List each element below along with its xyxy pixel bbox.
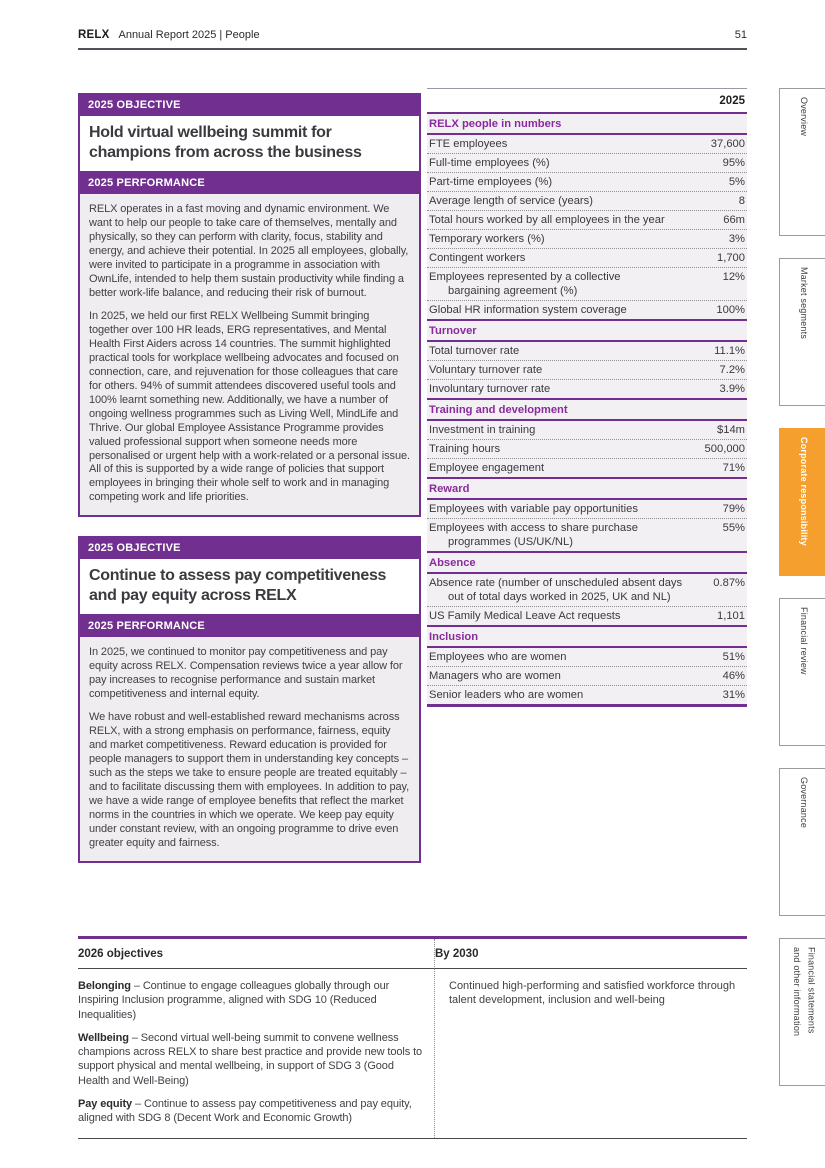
objective-text: – Continue to engage colleagues globally through our Inspiring Inclusion programme, aligned with SDG 10 (Reduced Inequalities) [78, 980, 390, 1021]
row-value: 5% [728, 176, 745, 189]
tab-overview[interactable] [779, 88, 825, 236]
table-row [427, 300, 747, 319]
table-section-rows [427, 574, 747, 625]
table-section-header: Reward [427, 477, 747, 500]
row-label: Full-time employees (%) [429, 157, 550, 170]
row-value: 79% [722, 503, 745, 516]
tab-label: Financial review [799, 607, 810, 675]
row-value: 3% [728, 233, 745, 246]
objective-card-pay-equity [78, 536, 421, 863]
table-row [427, 421, 747, 439]
table-year-header: 2025 [427, 89, 747, 112]
performance-label-bar: 2025 PERFORMANCE [78, 614, 421, 637]
tab-financial-statements[interactable] [779, 938, 825, 1086]
table-row [427, 379, 747, 398]
table-row [427, 606, 747, 625]
row-label: Employee engagement [429, 462, 545, 475]
row-label: Employees who are women [429, 651, 567, 664]
tab-label: Market segments [799, 267, 810, 340]
row-value: 1,101 [717, 610, 745, 623]
table-section-header: Training and development [427, 398, 747, 421]
tab-governance[interactable] [779, 768, 825, 916]
objective-item [78, 979, 424, 1022]
table-row [427, 666, 747, 685]
performance-paragraph: We have robust and well-established reward mechanisms across RELX, with a strong emphasis on performance, fairness, equity and market competitiveness. Reward education is provided for people managers to support them in understanding key concepts – such as the steps we take to ensure people are treated equitably – and to facilitate discussing them with employees. In addition to pay, we have a wide range of employee benefits that reflect the market norms in the countries in which we operate. We keep pay equity under constant review, with an ongoing programme to drive even greater equity and fairness. [89, 711, 410, 849]
table-row [427, 135, 747, 153]
table-row [427, 458, 747, 477]
table-section-header: RELX people in numbers [427, 112, 747, 135]
brand-logo-text: RELX [78, 29, 110, 41]
table-section-header: Turnover [427, 319, 747, 342]
table-section-rows [427, 421, 747, 477]
objective-text: – Continue to assess pay competitiveness and pay equity, aligned with SDG 8 (Decent Work and Economic Growth) [78, 1098, 412, 1125]
table-row [427, 518, 747, 551]
objective-lead: Pay equity [78, 1098, 133, 1111]
row-value: 37,600 [710, 138, 745, 151]
table-row [427, 153, 747, 172]
table-row [427, 229, 747, 248]
performance-body [78, 637, 421, 863]
row-label: Employees represented by a collective bargaining agreement (%) [429, 271, 621, 298]
tab-label: Financial statements and other information [792, 947, 817, 1037]
row-label: Senior leaders who are women [429, 689, 584, 702]
row-label: Temporary workers (%) [429, 233, 545, 246]
page-number: 51 [734, 29, 747, 41]
table-section-rows [427, 342, 747, 398]
row-label: Involuntary turnover rate [429, 383, 551, 396]
table-row [427, 574, 747, 606]
row-value: 3.9% [719, 383, 745, 396]
row-value: 66m [723, 214, 745, 227]
table-row [427, 248, 747, 267]
row-value: 46% [722, 670, 745, 683]
by-2030-header: By 2030 [434, 939, 747, 969]
row-value: 12% [722, 271, 745, 284]
row-value: 500,000 [704, 443, 745, 456]
table-row [427, 439, 747, 458]
row-label: Contingent workers [429, 252, 526, 265]
row-label: Training hours [429, 443, 501, 456]
table-section-header: Absence [427, 551, 747, 574]
row-value: 8 [738, 195, 745, 208]
row-label: Average length of service (years) [429, 195, 593, 208]
table-section-rows [427, 135, 747, 319]
row-label: Total turnover rate [429, 345, 520, 358]
page-header [78, 29, 747, 50]
row-label: FTE employees [429, 138, 508, 151]
table-row [427, 360, 747, 379]
row-value: 31% [722, 689, 745, 702]
objective-card-wellbeing [78, 93, 421, 517]
row-value: 95% [722, 157, 745, 170]
table-row [427, 342, 747, 360]
row-label: US Family Medical Leave Act requests [429, 610, 621, 623]
table-row [427, 267, 747, 300]
objective-headline: Hold virtual wellbeing summit for champions from across the business [78, 116, 421, 171]
objectives-2026-body [78, 969, 434, 1138]
people-in-numbers-table [427, 88, 747, 707]
tab-financial-review[interactable] [779, 598, 825, 746]
tab-label: Governance [799, 777, 810, 829]
row-value: 11.1% [714, 345, 745, 358]
row-label: Employees with variable pay opportunities [429, 503, 638, 516]
table-row [427, 172, 747, 191]
row-label: Employees with access to share purchase programmes (US/UK/NL) [429, 522, 638, 549]
objective-label-bar: 2025 OBJECTIVE [78, 93, 421, 116]
row-value: 0.87% [713, 577, 745, 590]
objective-item [78, 1097, 424, 1126]
row-label: Managers who are women [429, 670, 561, 683]
row-label: Part-time employees (%) [429, 176, 553, 189]
section-tabs [779, 88, 825, 1108]
table-row [427, 191, 747, 210]
row-value: 7.2% [719, 364, 745, 377]
future-objectives-section [78, 936, 747, 1139]
row-label: Investment in training [429, 424, 536, 437]
table-section-header: Inclusion [427, 625, 747, 648]
objectives-column [78, 93, 421, 882]
tab-label: Overview [799, 97, 810, 137]
table-row [427, 500, 747, 518]
row-label: Total hours worked by all employees in the year [429, 214, 665, 227]
row-value: 55% [722, 522, 745, 535]
by-2030-body: Continued high-performing and satisfied workforce through talent development, inclusion and well-being [434, 969, 747, 1138]
tab-market-segments[interactable] [779, 258, 825, 406]
objective-text: – Second virtual well-being summit to convene wellness champions across RELX to share best practice and provide new tools to support physical and mental wellbeing, in support of SDG 3 (Good Health and Well-Being) [78, 1031, 423, 1087]
tab-label: Corporate responsibility [799, 437, 810, 546]
row-label: Voluntary turnover rate [429, 364, 543, 377]
performance-body [78, 194, 421, 517]
row-value: 71% [722, 462, 745, 475]
table-section-rows [427, 648, 747, 704]
table-row [427, 648, 747, 666]
performance-paragraph: RELX operates in a fast moving and dynamic environment. We want to help our people to take care of themselves, mentally and physically, so they can perform with clarity, focus, stability and energy, and achieve their potential. In 2025 all employees, globally, were invited to participate in a programme in association with OwnLife, intended to help them sustain productivity while finding a better work-life balance, and reducing their risk of burnout. [89, 203, 409, 299]
performance-paragraph: In 2025, we continued to monitor pay competitiveness and pay equity across RELX. Compensation reviews twice a year allow for pay increases to recognise performance and sustain market competitiveness and internal equity. [89, 646, 403, 701]
row-label: Absence rate (number of unscheduled absent days out of total days worked in 2025, UK and NL) [429, 577, 683, 604]
row-value: 1,700 [717, 252, 745, 265]
objective-item [78, 1031, 424, 1088]
row-value: $14m [717, 424, 745, 437]
performance-paragraph: In 2025, we held our first RELX Wellbeing Summit bringing together over 100 HR leads, ERG representatives, and Mental Health First Aiders across 14 countries. The summit highlighted practical tools for workplace wellbeing advocates and focused on connection, care, and rejuvenation for those colleagues that care for others. 94% of summit attendees discovered useful tools and 100% learnt something new. Additionally, we have a number of ongoing wellness programmes such as Living Well, MindLife and Thrive. Our global Employee Assistance Programme provides valued professional support when someone needs more personalised or urgent help with a work-related or a personal issue. All of this is supported by a wide range of policies that support employees in bringing their whole self to work and in managing competing work and life priorities. [89, 309, 410, 504]
report-subtitle: Annual Report 2025 | People [118, 29, 260, 41]
row-value: 100% [716, 304, 745, 317]
row-label: Global HR information system coverage [429, 304, 627, 317]
objective-label-bar: 2025 OBJECTIVE [78, 536, 421, 559]
performance-label-bar: 2025 PERFORMANCE [78, 171, 421, 194]
table-row [427, 210, 747, 229]
table-section-rows [427, 500, 747, 551]
objectives-2026-header: 2026 objectives [78, 939, 434, 969]
objective-lead: Wellbeing [78, 1031, 129, 1044]
table-row [427, 685, 747, 704]
row-value: 51% [722, 651, 745, 664]
tab-corporate-responsibility[interactable] [779, 428, 825, 576]
objective-lead: Belonging [78, 980, 131, 992]
objective-headline: Continue to assess pay competitiveness and pay equity across RELX [78, 559, 421, 614]
people-table-body [427, 112, 747, 704]
